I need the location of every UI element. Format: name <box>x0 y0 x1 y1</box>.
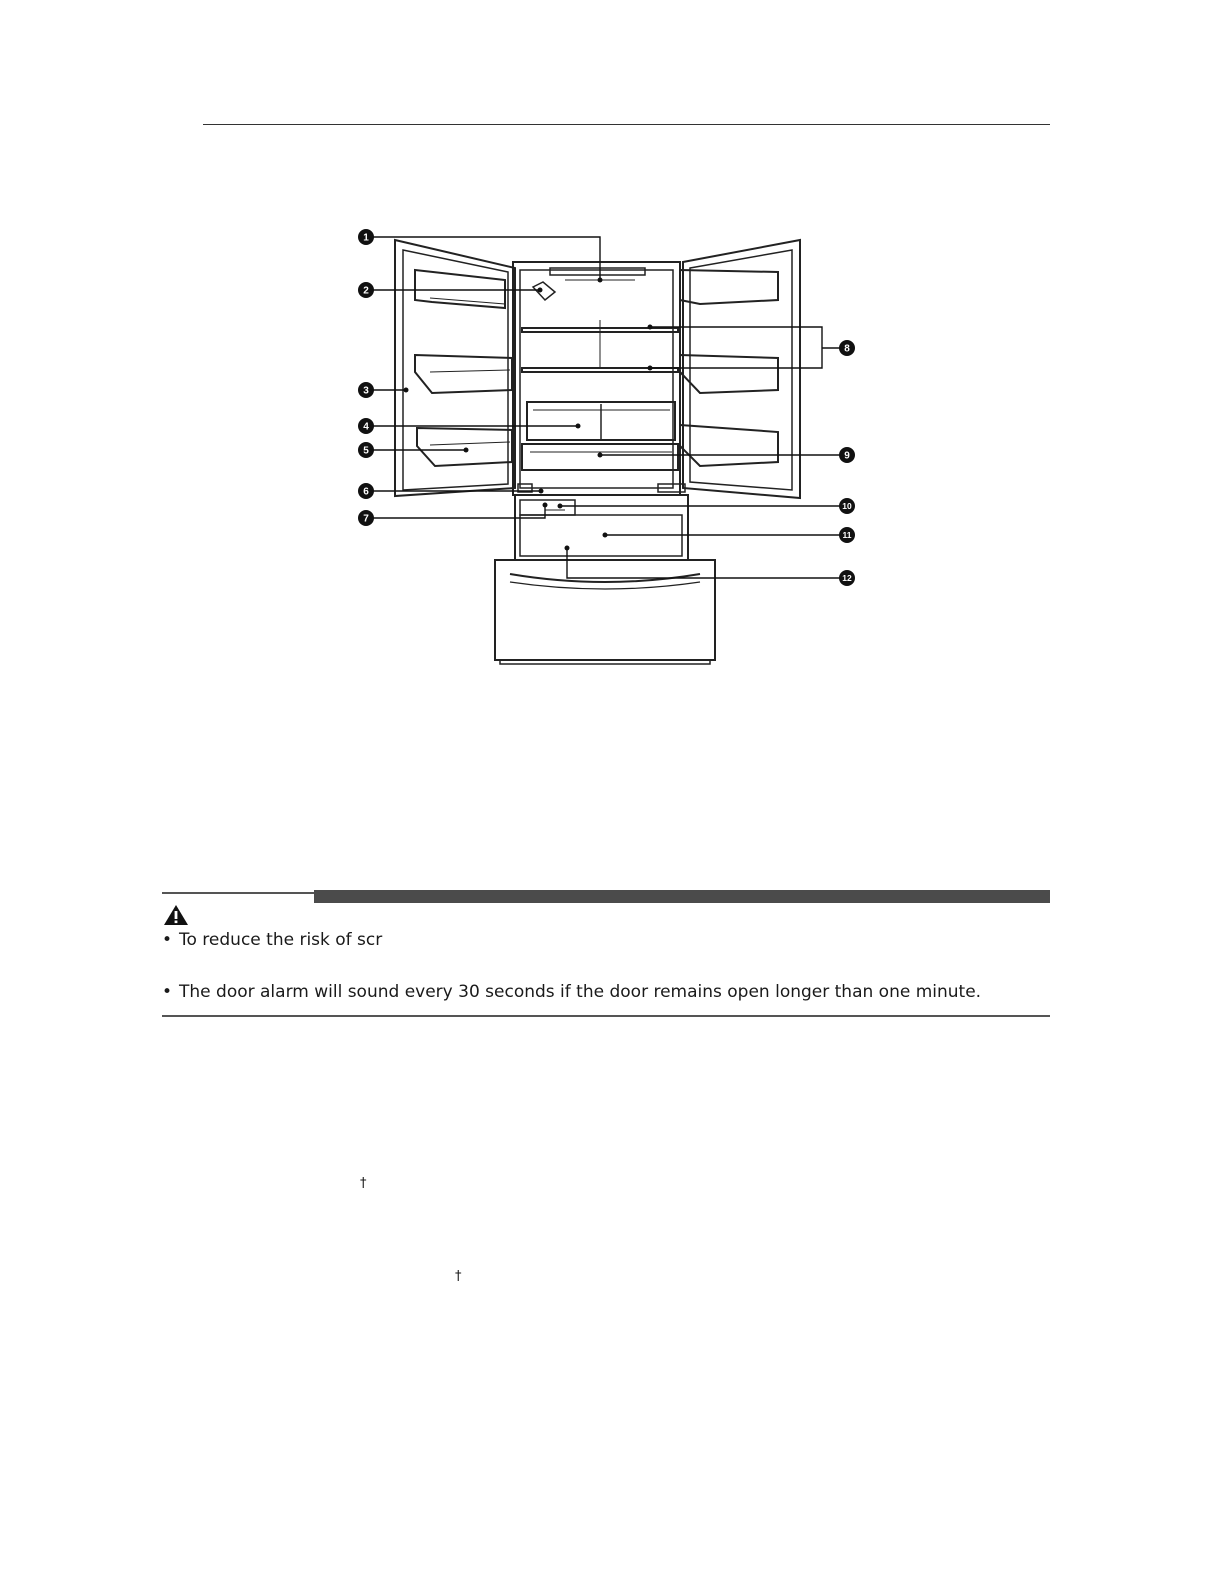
svg-text:6: 6 <box>363 486 369 498</box>
svg-text:2: 2 <box>363 285 369 297</box>
callout-6 <box>358 483 374 499</box>
callout-12 <box>839 570 855 586</box>
caution-item-1-text: To reduce the risk of scr <box>179 930 383 950</box>
svg-text:5: 5 <box>363 445 369 457</box>
caution-rule-thick <box>314 890 1050 903</box>
svg-text:7: 7 <box>363 513 369 525</box>
water-filter <box>533 282 555 300</box>
svg-text:8: 8 <box>844 343 850 355</box>
caution-item-2 <box>162 982 981 1002</box>
callout-9 <box>839 447 855 463</box>
svg-text:12: 12 <box>842 573 852 583</box>
caution-box <box>162 890 1050 1018</box>
right-door-bin-middle <box>680 355 778 393</box>
callout-1 <box>358 229 374 245</box>
cabinet <box>513 262 680 495</box>
footnote-mark-1: † <box>360 1176 367 1191</box>
svg-text:10: 10 <box>842 501 852 511</box>
svg-text:1: 1 <box>363 232 369 244</box>
svg-text:11: 11 <box>842 530 852 540</box>
bullet: • <box>162 982 173 1002</box>
refrigerator-parts-diagram <box>0 0 1224 700</box>
left-door-bin-top <box>415 270 505 308</box>
callout-5 <box>358 442 374 458</box>
caution-item-2-text: The door alarm will sound every 30 seconds if the door remains open longer than one minute. <box>179 982 982 1002</box>
right-door-bin-top <box>680 270 778 304</box>
caution-bottom-rule <box>162 1015 1050 1017</box>
callout-11 <box>839 527 855 543</box>
footnote-mark-2: † <box>455 1269 462 1284</box>
caution-item-1 <box>162 930 382 950</box>
ice-maker <box>520 500 575 515</box>
callout-7 <box>358 510 374 526</box>
led-light <box>550 268 645 275</box>
callout-3 <box>358 382 374 398</box>
svg-text:9: 9 <box>844 450 850 462</box>
right-door-bin-bottom <box>680 425 778 466</box>
right-door <box>683 240 800 498</box>
svg-text:4: 4 <box>363 421 369 433</box>
left-door-bin-middle <box>415 355 512 393</box>
left-door-bin-bottom <box>417 428 512 466</box>
callout-4 <box>358 418 374 434</box>
callout-2 <box>358 282 374 298</box>
warning-icon <box>163 904 189 926</box>
caution-rule-thin <box>162 892 314 894</box>
callout-8 <box>839 340 855 356</box>
freezer-compartment <box>515 495 688 560</box>
bullet: • <box>162 930 173 950</box>
freezer-drawer <box>495 560 715 660</box>
svg-text:3: 3 <box>363 385 369 397</box>
callout-10 <box>839 498 855 514</box>
